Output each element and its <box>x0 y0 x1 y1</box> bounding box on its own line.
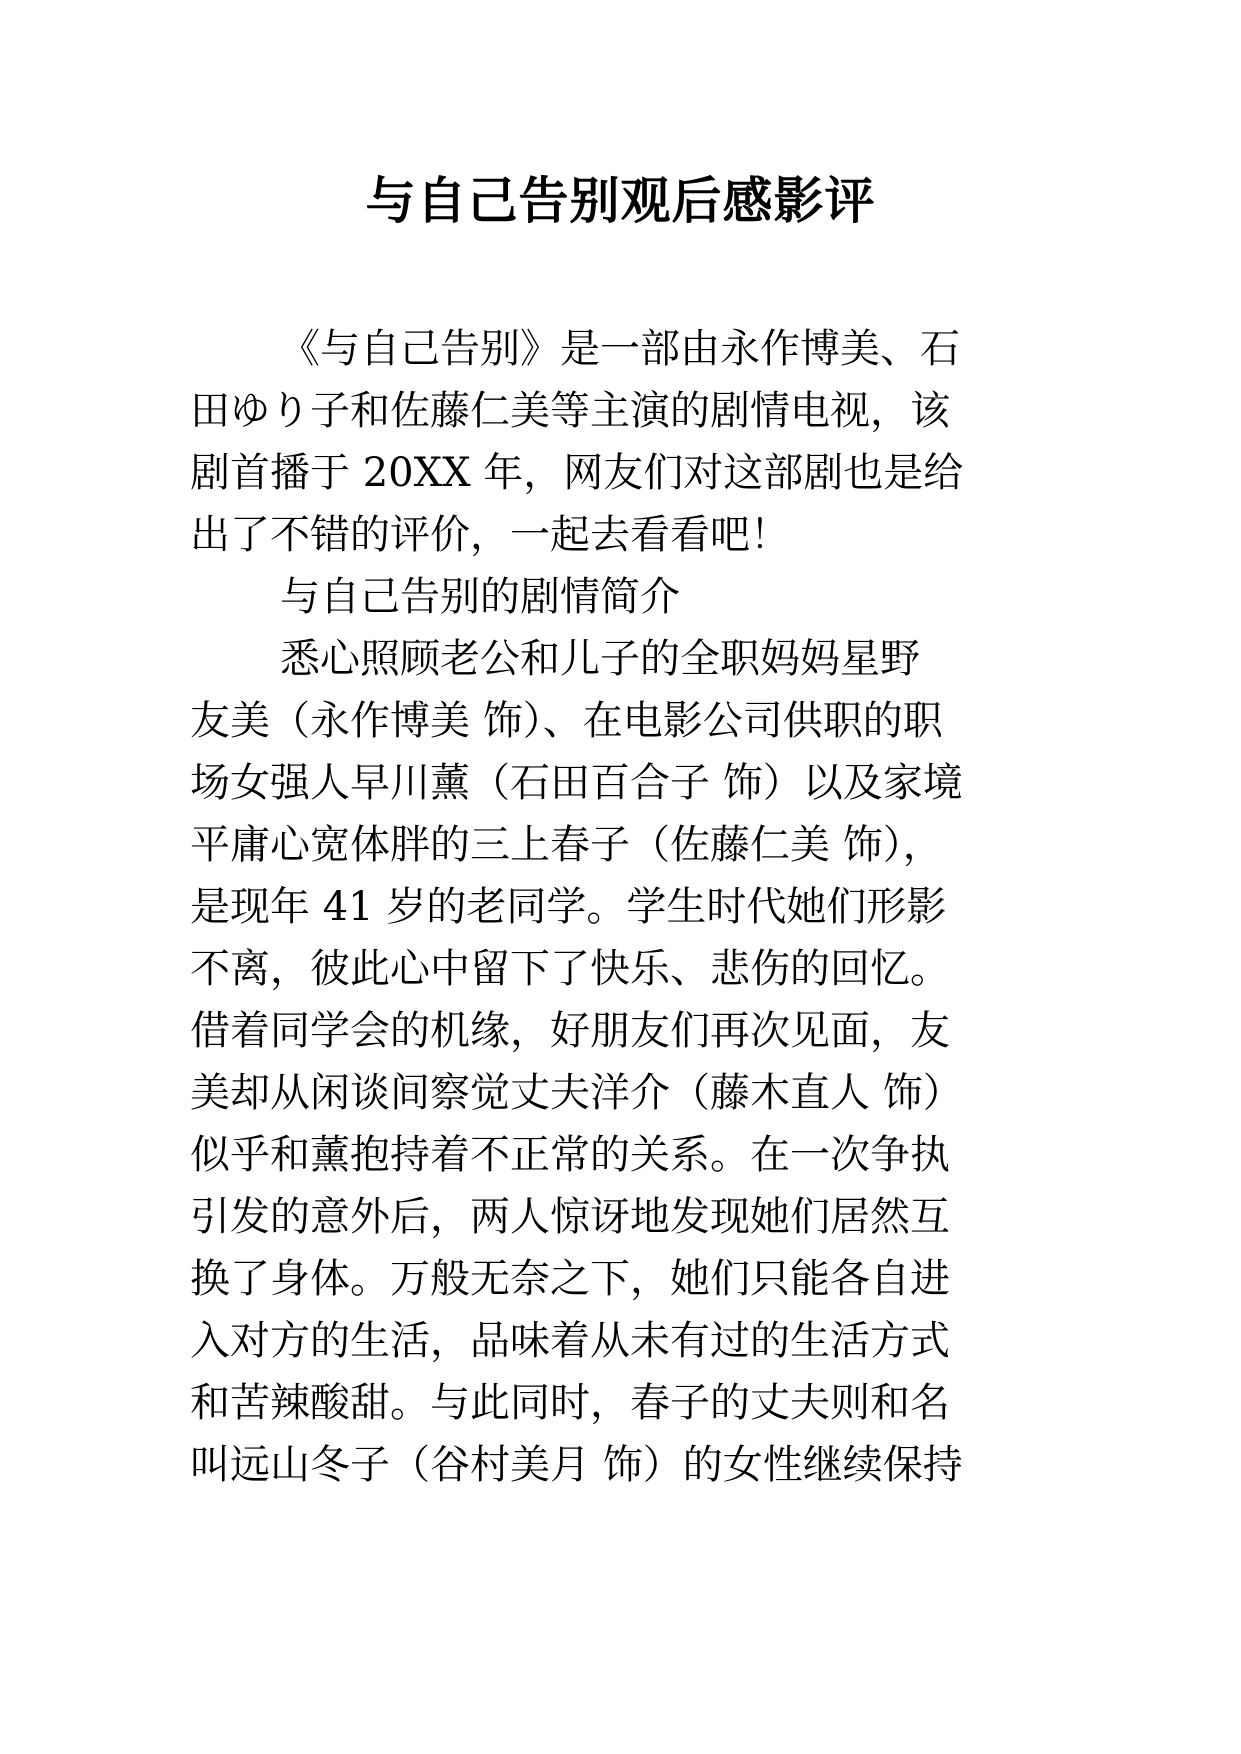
paragraph-intro-line-3: 剧首播于 20XX 年，网友们对这部剧也是给 <box>190 450 964 496</box>
paragraph-synopsis-line-12: 入对方的生活，品味着从未有过的生活方式 <box>190 1318 950 1364</box>
section-heading-synopsis: 与自己告别的剧情简介 <box>280 574 680 620</box>
paragraph-synopsis-line-4: 平庸心宽体胖的三上春子（佐藤仁美 饰）， <box>190 822 943 868</box>
paragraph-synopsis-line-10: 引发的意外后，两人惊讶地发现她们居然互 <box>190 1194 950 1240</box>
paragraph-synopsis-line-9: 似乎和薰抱持着不正常的关系。在一次争执 <box>190 1132 950 1178</box>
paragraph-synopsis-line-14: 叫远山冬子（谷村美月 饰）的女性继续保持 <box>190 1442 963 1488</box>
paragraph-synopsis-line-6: 不离，彼此心中留下了快乐、悲伤的回忆。 <box>190 946 950 992</box>
paragraph-synopsis-line-7: 借着同学会的机缘，好朋友们再次见面，友 <box>190 1008 950 1054</box>
paragraph-synopsis-line-1: 悉心照顾老公和儿子的全职妈妈星野 <box>280 636 920 682</box>
paragraph-synopsis-line-8: 美却从闲谈间察觉丈夫洋介（藤木直人 饰） <box>190 1070 963 1116</box>
paragraph-synopsis-line-2: 友美（永作博美 饰）、在电影公司供职的职 <box>190 698 943 744</box>
paragraph-synopsis-line-3: 场女强人早川薰（石田百合子 饰）以及家境 <box>190 760 963 806</box>
paragraph-synopsis-line-11: 换了身体。万般无奈之下，她们只能各自进 <box>190 1256 950 1302</box>
document-body <box>190 318 1060 1496</box>
paragraph-intro-line-1: 《与自己告别》是一部由永作博美、石 <box>280 326 960 372</box>
paragraph-synopsis-line-13: 和苦辣酸甜。与此同时，春子的丈夫则和名 <box>190 1380 950 1426</box>
page-title: 与自己告别观后感影评 <box>365 172 876 230</box>
paragraph-intro-line-4: 出了不错的评价，一起去看看吧！ <box>190 512 790 558</box>
paragraph-intro-line-2: 田ゆり子和佐藤仁美等主演的剧情电视，该 <box>190 388 950 434</box>
paragraph-synopsis-line-5: 是现年 41 岁的老同学。学生时代她们形影 <box>190 884 947 930</box>
